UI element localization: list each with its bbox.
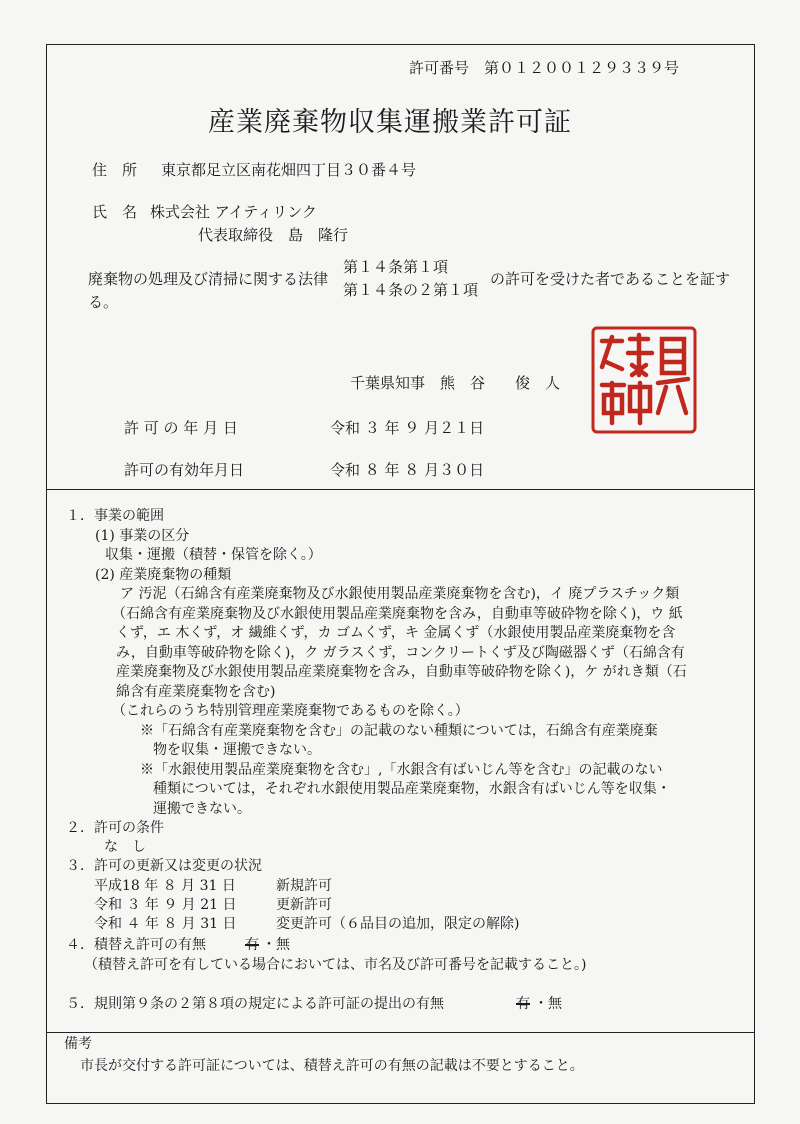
representative-name: 代表取締役 島 隆行 xyxy=(198,226,349,244)
waste-line: 産業廃棄物及び水銀使用製品産業廃棄物を含み，自動車等破砕物を除く)，ケ がれき類（石 xyxy=(116,664,687,680)
asbestos-note: 物を収集・運搬できない。 xyxy=(153,742,321,758)
remarks-label: 備考 xyxy=(64,1036,92,1052)
submission-no: 無 xyxy=(548,996,562,1012)
history-date: 平成18 年 ８ 月 31 日 xyxy=(94,878,236,894)
section-2-heading: ２．許可の条件 xyxy=(66,820,164,836)
address-label: 住 所 xyxy=(92,161,138,179)
history-date: 令和 ３ 年 ９ 月 21 日 xyxy=(94,897,237,913)
name-label: 氏 名 xyxy=(92,203,138,221)
section-1-heading: １．事業の範囲 xyxy=(66,508,164,524)
history-event: 新規許可 xyxy=(276,878,332,894)
business-category-label: (1) 事業の区分 xyxy=(95,528,190,544)
waste-line: ア 汚泥（石綿含有産業廃棄物及び水銀使用製品産業廃棄物を含む)，イ 廃プラスチック類 xyxy=(120,586,680,602)
exclusion-note: （これらのうち特別管理産業廃棄物であるものを除く。） xyxy=(112,703,469,719)
mercury-note: ※「水銀使用製品産業廃棄物を含む」,「水銀含有ばいじん等を含む」の記載のない xyxy=(140,762,663,778)
section-divider xyxy=(46,489,755,490)
transfer-no: 無 xyxy=(276,937,290,953)
certification-text: の許可を受けた者であることを証す xyxy=(490,270,731,288)
history-event: 更新許可 xyxy=(276,897,332,913)
waste-types-label: (2) 産業廃棄物の種類 xyxy=(95,567,232,583)
law-name: 廃棄物の処理及び清掃に関する法律 xyxy=(88,270,329,288)
permit-number: 許可番号 第０１２００１２９３３９号 xyxy=(409,59,680,77)
waste-line: 綿含有産業廃棄物を含む) xyxy=(116,684,276,700)
waste-line: くず，エ 木くず，オ 繊維くず，カ ゴムくず，キ 金属くず（水銀使用製品産業廃棄物を含 xyxy=(116,625,676,641)
permit-date-label: 許 可 の 年 月 日 xyxy=(124,419,238,437)
company-name: 株式会社 アイティリンク xyxy=(150,203,317,221)
official-seal-icon xyxy=(590,325,698,435)
transfer-separator: ・ xyxy=(262,937,276,953)
history-event: 変更許可（６品目の追加，限定の解除) xyxy=(276,916,520,932)
remarks-divider xyxy=(46,1032,755,1033)
section-4-heading: ４．積替え許可の有無 xyxy=(66,937,206,953)
asbestos-note: ※「石綿含有産業廃棄物を含む」の記載のない種類については，石綿含有産業廃棄 xyxy=(140,723,658,739)
article-1: 第１４条第１項 xyxy=(343,258,449,276)
business-category-value: 収集・運搬（積替・保管を除く。） xyxy=(105,547,322,563)
expiry-date-value: 令和 ８ 年 ８ 月３０日 xyxy=(330,461,485,479)
conditions-value: な し xyxy=(104,839,146,855)
section-3-heading: ３．許可の更新又は変更の状況 xyxy=(66,858,262,874)
governor-name: 千葉県知事 熊 谷 俊 人 xyxy=(350,374,561,392)
waste-line: （石綿含有産業廃棄物及び水銀使用製品産業廃棄物を含み，自動車等破砕物を除く)，ウ 紙 xyxy=(112,606,683,622)
submission-separator: ・ xyxy=(534,996,548,1012)
history-date: 令和 ４ 年 ８ 月 31 日 xyxy=(94,916,237,932)
remarks-text: 市長が交付する許可証については、積替え許可の有無の記載は不要とすること。 xyxy=(80,1058,584,1074)
section-5-heading: ５．規則第９条の２第８項の規定による許可証の提出の有無 xyxy=(66,996,444,1012)
document-title: 産業廃棄物収集運搬業許可証 xyxy=(208,107,572,138)
waste-line: み，自動車等破砕物を除く)，ク ガラスくず，コンクリートくず及び陶磁器くず（石綿含有 xyxy=(116,645,685,661)
submission-yes-struck: 有 xyxy=(516,996,530,1012)
address-value: 東京都足立区南花畑四丁目３０番４号 xyxy=(161,161,417,179)
transfer-yes-struck: 有 xyxy=(245,937,259,953)
transfer-note: （積替え許可を有している場合においては、市名及び許可番号を記載すること。) xyxy=(84,957,587,973)
mercury-note: 運搬できない。 xyxy=(153,801,251,817)
mercury-note: 種類については，それぞれ水銀使用製品産業廃棄物，水銀含有ばいじん等を収集・ xyxy=(153,781,671,797)
certification-text-end: る。 xyxy=(88,293,119,311)
article-2: 第１４条の２第１項 xyxy=(343,281,479,299)
permit-date-value: 令和 ３ 年 ９ 月２１日 xyxy=(330,419,485,437)
expiry-date-label: 許可の有効年月日 xyxy=(124,461,245,479)
